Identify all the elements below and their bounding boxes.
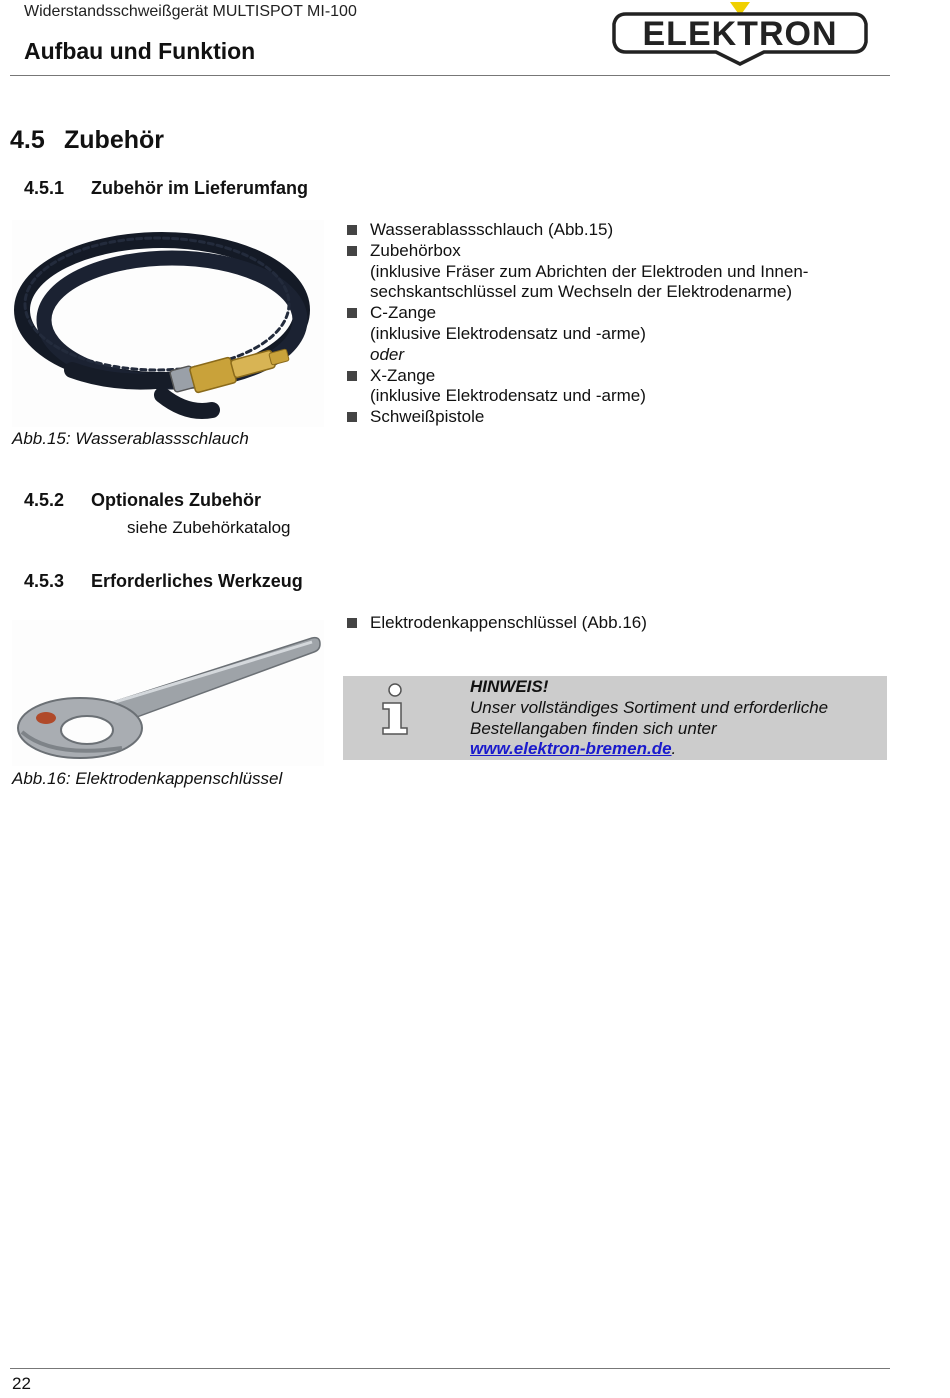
list-item: Schweißpistole	[344, 407, 808, 428]
list-item: Zubehörbox (inklusive Fräser zum Abrichten der Elektroden und Innen- sechskantschlüssel zum Wechseln der Elektrodenarme)	[344, 241, 808, 303]
hose-image	[12, 220, 324, 427]
list-item: Wasserablassschlauch (Abb.15)	[344, 220, 808, 241]
delivery-contents-list	[344, 220, 808, 428]
page-title: Aufbau und Funktion	[24, 38, 256, 64]
website-link[interactable]: www.elektron-bremen.de	[470, 739, 672, 759]
bullet-square-icon	[347, 618, 357, 628]
required-tool-item: Elektrodenkappenschlüssel (Abb.16)	[344, 613, 647, 633]
figure-caption-16: Abb.16: Elektrodenkappenschlüssel	[12, 769, 283, 788]
elektron-logo	[608, 0, 872, 70]
optional-accessories-text: siehe Zubehörkatalog	[127, 518, 291, 537]
footer-divider	[10, 1368, 890, 1369]
list-item: C-Zange (inklusive Elektrodensatz und -arme)	[344, 303, 808, 345]
bullet-square-icon	[347, 308, 357, 318]
subsection-heading-4-5-2: 4.5.2 Optionales Zubehör	[24, 490, 262, 510]
section-heading	[10, 126, 164, 155]
subsection-heading-4-5-3: 4.5.3 Erforderliches Werkzeug	[24, 571, 303, 591]
note-text: HINWEIS! Unser vollständiges Sortiment und erforderliche Bestellangaben finden sich unter www.elektron-bremen.de.	[470, 677, 829, 759]
list-item: X-Zange (inklusive Elektrodensatz und -arme)	[344, 366, 808, 408]
alternative-text: oder	[370, 344, 405, 364]
document-subtitle: Widerstandsschweißgerät MULTISPOT MI-100	[24, 3, 357, 20]
bullet-square-icon	[347, 246, 357, 256]
note-box	[343, 676, 887, 760]
bullet-square-icon	[347, 412, 357, 422]
subsection-heading-4-5-1: 4.5.1 Zubehör im Lieferumfang	[24, 178, 309, 198]
logo-text: ELEKTRON	[642, 15, 838, 53]
wrench-image	[12, 620, 324, 766]
figure-caption-15: Abb.15: Wasserablassschlauch	[12, 429, 249, 448]
page-number: 22	[12, 1374, 31, 1393]
info-icon	[343, 676, 443, 760]
section-title: Zubehör	[64, 126, 164, 154]
bullet-square-icon	[347, 371, 357, 381]
note-heading: HINWEIS!	[470, 677, 549, 696]
bullet-square-icon	[347, 225, 357, 235]
section-number: 4.5	[10, 126, 45, 154]
header-divider	[10, 75, 890, 76]
